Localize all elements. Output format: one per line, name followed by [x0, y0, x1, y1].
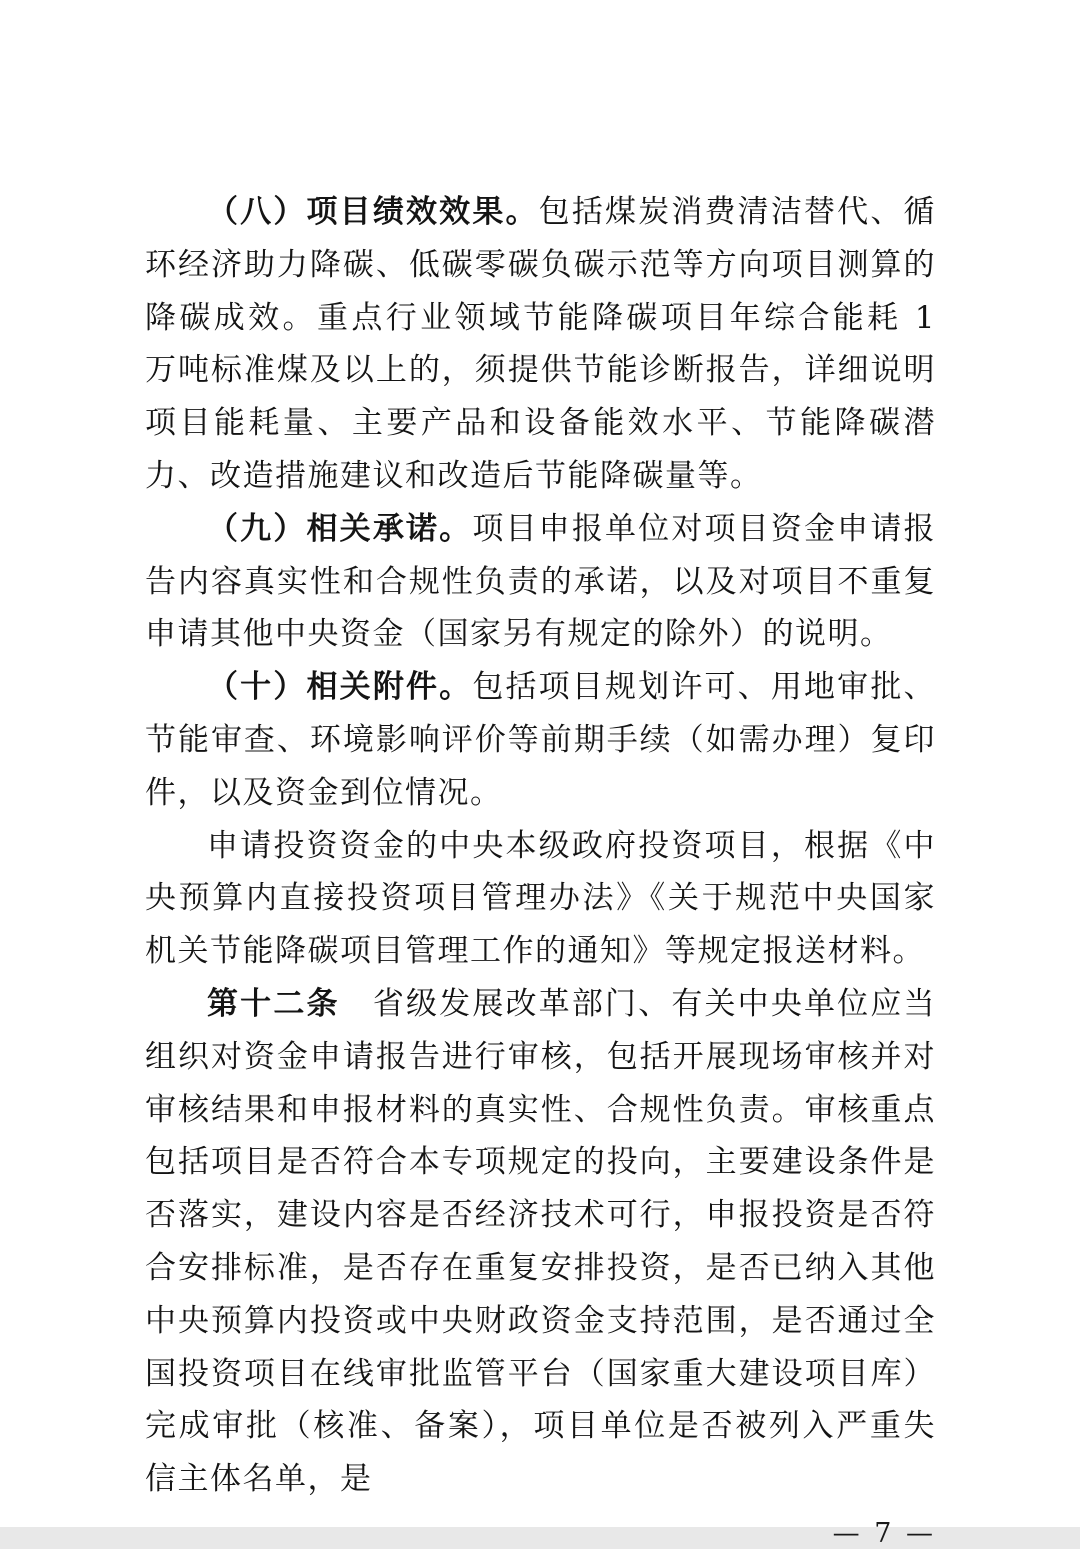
paragraph-item-materials — [145, 820, 936, 978]
paragraph-text: 包括项目规划许可、用地审批、节能审查、环境影响评价等前期手续（如需办理）复印件，以及资金到位情况。 — [145, 669, 937, 811]
paragraph-text: 包括煤炭消费清洁替代、循环经济助力降碳、低碳零碳负碳示范等方向项目测算的降碳成效。重点行业领域节能降碳项目年综合能耗 1 万吨标准煤及以上的，须提供节能诊断报告，详细说明项目能耗量、主要产品和设备能效水平、节能降碳潜力、改造措施建议和改造后节能降碳量等。 — [145, 194, 937, 494]
paragraph-text: 项目申报单位对项目资金申请报告内容真实性和合规性负责的承诺，以及对项目不重复申请其他中央资金（国家另有规定的除外）的说明。 — [145, 510, 937, 653]
document-body — [145, 186, 936, 1549]
paragraph-item-9 — [145, 503, 936, 661]
paragraph-text: 省级发展改革部门、有关中央单位应当组织对资金申请报告进行审核，包括开展现场审核并对审核结果和申报材料的真实性、合规性负责。审核重点包括项目是否符合本专项规定的投向，主要建设条件是否落实，建设内容是否经济技术可行，申报投资是否符合安排标准，是否存在重复安排投资，是否已纳入其他中央预算内投资或中央财政资金支持范围，是否通过全国投资项目在线审批监管平台（国家重大建设项目库）完成审批（核准、备案），项目单位是否被列入严重失信主体名单，是 — [145, 985, 937, 1498]
paragraph-item-article-12 — [145, 978, 936, 1506]
page-number: — 7 — — [832, 1517, 936, 1549]
paragraph-lead: 第十二条 — [207, 985, 340, 1022]
paragraph-lead: （十）相关附件。 — [207, 669, 473, 706]
paragraph-lead: （九）相关承诺。 — [207, 510, 473, 547]
paragraph-lead: （八）项目绩效效果。 — [207, 194, 539, 230]
paragraph-text: 申请投资资金的中央本级政府投资项目，根据《中央预算内直接投资项目管理办法》《关于规范中央国家机关节能降碳项目管理工作的通知》等规定报送材料。 — [145, 827, 936, 970]
paragraph-item-10 — [145, 661, 936, 819]
paragraph-item-8 — [145, 186, 936, 503]
